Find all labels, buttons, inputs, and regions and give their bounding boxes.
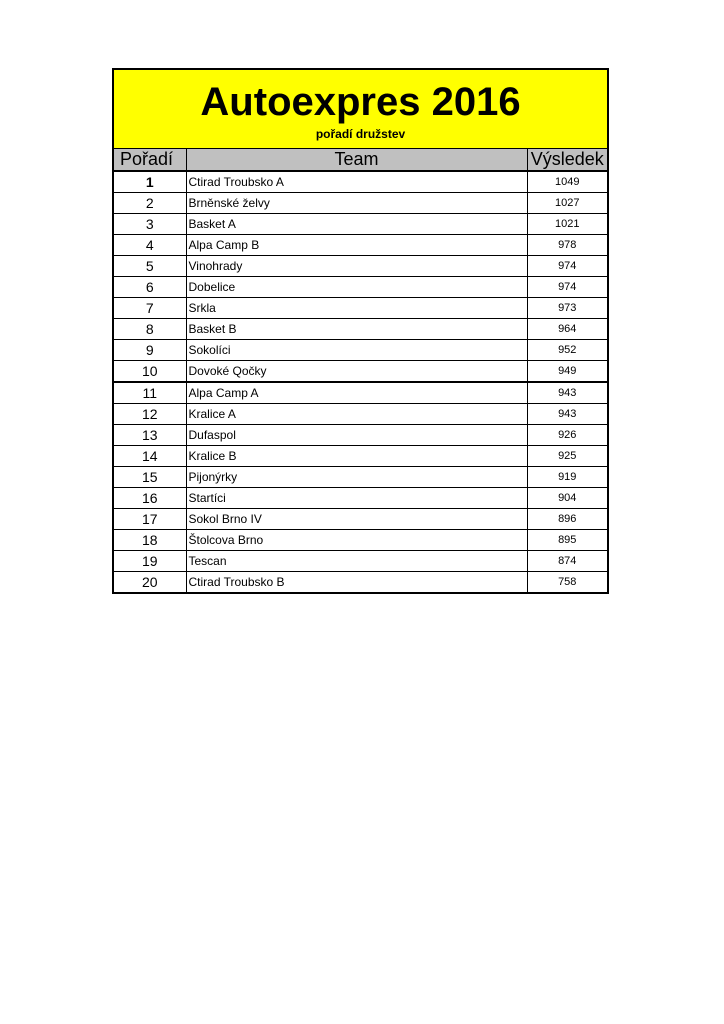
column-header-rank: Pořadí xyxy=(114,149,186,171)
rank-cell: 7 xyxy=(114,298,186,319)
team-cell: Basket B xyxy=(186,319,527,340)
results-table xyxy=(114,149,607,592)
table-row xyxy=(114,530,607,551)
team-cell: Vinohrady xyxy=(186,256,527,277)
team-cell: Dovoké Qočky xyxy=(186,361,527,383)
table-row xyxy=(114,214,607,235)
team-cell: Ctirad Troubsko A xyxy=(186,171,527,193)
rank-cell: 2 xyxy=(114,193,186,214)
rank-cell: 10 xyxy=(114,361,186,383)
score-cell: 949 xyxy=(527,361,607,383)
score-cell: 1021 xyxy=(527,214,607,235)
rank-cell: 17 xyxy=(114,509,186,530)
score-cell: 919 xyxy=(527,467,607,488)
team-cell: Sokolíci xyxy=(186,340,527,361)
rank-cell: 8 xyxy=(114,319,186,340)
score-cell: 974 xyxy=(527,256,607,277)
team-cell: Dobelice xyxy=(186,277,527,298)
rank-cell: 1 xyxy=(114,171,186,193)
rank-cell: 16 xyxy=(114,488,186,509)
table-row xyxy=(114,382,607,404)
team-cell: Srkla xyxy=(186,298,527,319)
table-row xyxy=(114,298,607,319)
table-row xyxy=(114,277,607,298)
rank-cell: 5 xyxy=(114,256,186,277)
title-banner xyxy=(114,70,607,149)
team-cell: Pijonýrky xyxy=(186,467,527,488)
score-cell: 974 xyxy=(527,277,607,298)
team-cell: Alpa Camp A xyxy=(186,382,527,404)
score-cell: 1049 xyxy=(527,171,607,193)
rank-cell: 15 xyxy=(114,467,186,488)
rank-cell: 20 xyxy=(114,572,186,593)
table-row xyxy=(114,425,607,446)
table-row xyxy=(114,467,607,488)
score-cell: 973 xyxy=(527,298,607,319)
team-cell: Dufaspol xyxy=(186,425,527,446)
table-row xyxy=(114,404,607,425)
table-row xyxy=(114,509,607,530)
score-cell: 1027 xyxy=(527,193,607,214)
column-header-score: Výsledek xyxy=(527,149,607,171)
table-row xyxy=(114,235,607,256)
score-cell: 895 xyxy=(527,530,607,551)
rank-cell: 14 xyxy=(114,446,186,467)
score-cell: 926 xyxy=(527,425,607,446)
table-row xyxy=(114,488,607,509)
team-cell: Štolcova Brno xyxy=(186,530,527,551)
score-cell: 952 xyxy=(527,340,607,361)
score-cell: 896 xyxy=(527,509,607,530)
page-title: Autoexpres 2016 xyxy=(200,80,521,124)
table-row xyxy=(114,340,607,361)
rank-cell: 9 xyxy=(114,340,186,361)
score-cell: 904 xyxy=(527,488,607,509)
score-cell: 943 xyxy=(527,382,607,404)
table-row xyxy=(114,446,607,467)
team-cell: Ctirad Troubsko B xyxy=(186,572,527,593)
table-row xyxy=(114,551,607,572)
team-cell: Startíci xyxy=(186,488,527,509)
table-row xyxy=(114,171,607,193)
table-row xyxy=(114,361,607,383)
rank-cell: 13 xyxy=(114,425,186,446)
rank-cell: 19 xyxy=(114,551,186,572)
table-body xyxy=(114,171,607,592)
rank-cell: 18 xyxy=(114,530,186,551)
team-cell: Kralice B xyxy=(186,446,527,467)
rank-cell: 11 xyxy=(114,382,186,404)
table-row xyxy=(114,193,607,214)
score-cell: 943 xyxy=(527,404,607,425)
team-cell: Tescan xyxy=(186,551,527,572)
rank-cell: 4 xyxy=(114,235,186,256)
team-cell: Kralice A xyxy=(186,404,527,425)
page-subtitle: pořadí družstev xyxy=(315,127,406,141)
team-cell: Sokol Brno IV xyxy=(186,509,527,530)
score-cell: 964 xyxy=(527,319,607,340)
score-cell: 978 xyxy=(527,235,607,256)
score-cell: 758 xyxy=(558,576,577,588)
score-cell: 874 xyxy=(527,551,607,572)
team-cell: Alpa Camp B xyxy=(186,235,527,256)
rank-cell: 3 xyxy=(114,214,186,235)
rank-cell: 12 xyxy=(114,404,186,425)
column-header-team: Team xyxy=(186,149,527,171)
header-row xyxy=(114,149,607,171)
results-sheet xyxy=(112,68,609,594)
team-cell: Basket A xyxy=(186,214,527,235)
rank-cell: 6 xyxy=(114,277,186,298)
score-cell: 925 xyxy=(527,446,607,467)
table-row xyxy=(114,572,607,593)
team-cell: Brněnské želvy xyxy=(186,193,527,214)
table-row xyxy=(114,319,607,340)
table-row xyxy=(114,256,607,277)
